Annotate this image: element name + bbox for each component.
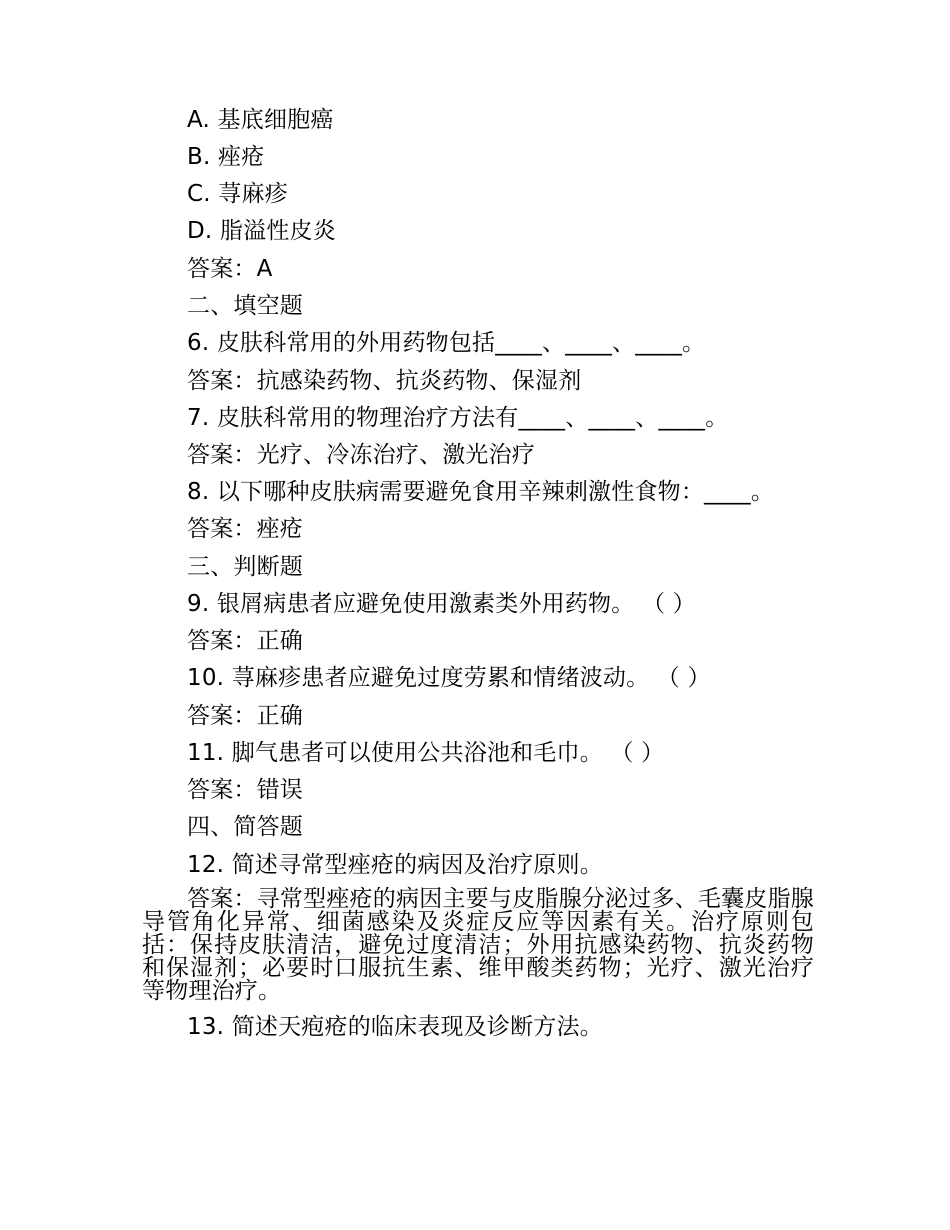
- question-6: 6. 皮肤科常用的外用药物包括____、____、____。: [187, 330, 706, 356]
- option-d: D. 脂溢性皮炎: [187, 218, 336, 244]
- answer-5: 答案：A: [187, 256, 273, 282]
- section-heading-short-answer: 四、简答题: [187, 814, 303, 840]
- question-11: 11. 脚气患者可以使用公共浴池和毛巾。 （ ）: [187, 740, 665, 766]
- question-9: 9. 银屑病患者应避免使用激素类外用药物。 （ ）: [187, 591, 696, 617]
- question-12: 12. 简述寻常型痤疮的病因及治疗原则。: [187, 852, 603, 878]
- answer-12-paragraph: 答案：寻常型痤疮的病因主要与皮脂腺分泌过多、毛囊皮脂腺导管角化异常、细菌感染及炎症反应等因素有关。治疗原则包括：保持皮肤清洁，避免过度清洁；外用抗感染药物、抗炎药物和保湿剂；必要时口服抗生素、维甲酸类药物；光疗、激光治疗等物理治疗。: [142, 886, 814, 1004]
- answer-8: 答案：痤疮: [187, 516, 303, 542]
- answer-10: 答案：正确: [187, 703, 303, 729]
- question-13: 13. 简述天疱疮的临床表现及诊断方法。: [187, 1014, 603, 1040]
- section-heading-fill-blank: 二、填空题: [187, 293, 303, 319]
- option-a: A. 基底细胞癌: [187, 107, 334, 133]
- answer-9: 答案：正确: [187, 628, 303, 654]
- question-7: 7. 皮肤科常用的物理治疗方法有____、____、____。: [187, 405, 729, 431]
- question-8: 8. 以下哪种皮肤病需要避免食用辛辣刺激性食物：____。: [187, 479, 775, 505]
- question-10: 10. 荨麻疹患者应避免过度劳累和情绪波动。 （ ）: [187, 665, 711, 691]
- option-c: C. 荨麻疹: [187, 181, 288, 207]
- answer-6: 答案：抗感染药物、抗炎药物、保湿剂: [187, 368, 582, 394]
- option-b: B. 痤疮: [187, 144, 265, 170]
- answer-7: 答案：光疗、冷冻治疗、激光治疗: [187, 442, 535, 468]
- answer-11: 答案：错误: [187, 777, 303, 803]
- section-heading-true-false: 三、判断题: [187, 554, 303, 580]
